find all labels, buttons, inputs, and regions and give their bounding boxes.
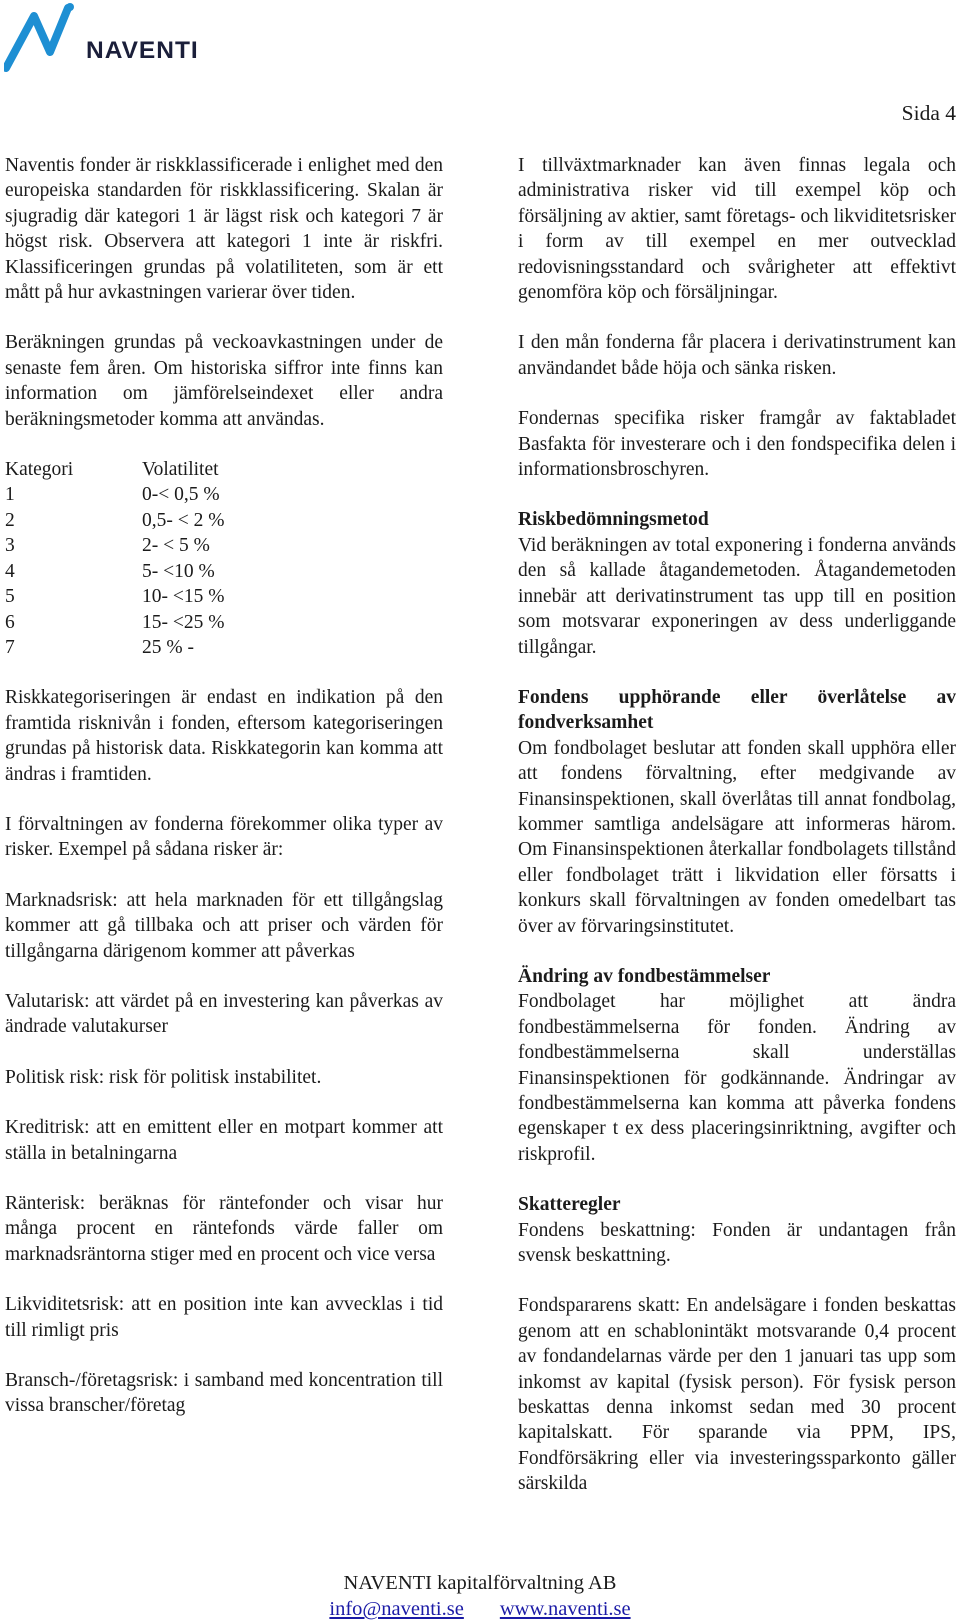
table-cell-category: 6 [5, 611, 15, 633]
rules-heading: Ändring av fondbestämmelser [518, 965, 771, 987]
page-number: Sida 4 [901, 101, 956, 125]
specific-risks-paragraph: Fondernas specifika risker framgår av faktabladet Basfakta för investerare och i den fondspecifika delen i informationsbroschyren. [518, 408, 956, 481]
table-cell-volatility: 15- <25 % [142, 611, 225, 633]
table-cell-category: 5 [5, 586, 15, 608]
termination-paragraph: Om fondbolaget beslutar att fonden skall upphöra eller att fondens förvaltning, efter medgivande av Finansinspektionen, skall överlåtas till annat fondbolag, kommer samtliga andelsägare att informeras härom. Om Finansinspektionen återkallar fondbolagets tillstånd eller fondbolaget trätt i likvidation eller försatts i konkurs skall förvaltningen av fonden omedelbart tas över av förvaringsinstitutet. [518, 737, 956, 937]
table-cell-category: 7 [5, 636, 15, 658]
website-link[interactable]: www.naventi.se [499, 1598, 631, 1620]
table-cell-volatility: 25 % - [142, 636, 194, 658]
method-heading: Riskbedömningsmetod [518, 509, 709, 531]
naventi-logo [4, 2, 219, 74]
calculation-paragraph: Beräkningen grundas på veckoavkastningen under de senaste fem åren. Om historiska siffror inte finns kan information om jämförelseindexet eller andra beräkningsmetoder komma att användas. [5, 332, 443, 430]
table-row [5, 533, 225, 558]
table-header-row [5, 457, 225, 482]
table-header-volatility: Volatilitet [142, 459, 219, 481]
emerging-markets-paragraph: I tillväxtmarknader kan även finnas legala och administrativa risker vid till exempel köp och försäljning av aktier, samt företags- och likviditetsrisker i form av till exempel en mer outvecklad redovisningsstandard och svårigheter att effektivt genomföra köp och försäljningar. [518, 155, 956, 304]
table-row [5, 610, 225, 635]
table-cell-category: 4 [5, 560, 15, 582]
tax-heading: Skatteregler [518, 1194, 621, 1216]
method-paragraph: Vid beräkningen av total exponering i fonderna används den så kallade åtagandemetoden. Åtagandemetoden innebär att derivatinstrument tas upp till en position som motsvarar exponeringen av dess underliggande tillgångar. [518, 534, 956, 658]
derivatives-paragraph: I den mån fonderna får placera i derivatinstrument kan användandet både höja och sänka risken. [518, 332, 956, 379]
volatility-table [5, 457, 225, 660]
table-row [5, 635, 225, 660]
risk-types-paragraph: I förvaltningen av fonderna förekommer olika typer av risker. Exempel på sådana risker är: [5, 813, 443, 861]
table-cell-volatility: 10- <15 % [142, 586, 225, 608]
table-row [5, 482, 225, 507]
table-row [5, 559, 225, 584]
table-row [5, 508, 225, 533]
naventi-logo-icon [4, 2, 84, 74]
table-row [5, 584, 225, 609]
table-cell-volatility: 0-< 0,5 % [142, 484, 220, 506]
right-column [518, 153, 956, 1522]
footer-links [0, 1596, 960, 1622]
left-column [5, 153, 443, 1444]
table-cell-category: 2 [5, 509, 15, 531]
table-cell-category: 3 [5, 535, 15, 557]
termination-heading: Fondens upphörande eller överlåtelse av fondverksamhet [518, 686, 956, 734]
credit-risk-paragraph: Kreditrisk: att en emittent eller en motpart kommer att ställa in betalningarna [5, 1117, 443, 1164]
table-header-category: Kategori [5, 459, 74, 481]
liquidity-risk-paragraph: Likviditetsrisk: att en position inte kan avvecklas i tid till rimligt pris [5, 1294, 443, 1341]
saver-tax-paragraph: Fondspararens skatt: En andelsägare i fonden beskattas genom att en schablonintäkt motsvarande 0,4 procent av fondandelarnas värde per den 1 januari tas upp som inkomst av kapital (fysisk person). För fysisk person beskattas denna inkomst sedan med 30 procent kapitalskatt. För sparande via PPM, IPS, Fondförsäkring eller via investeringssparkonto gäller särskilda [518, 1295, 956, 1495]
table-cell-category: 1 [5, 484, 15, 506]
sector-risk-paragraph: Bransch-/företagsrisk: i samband med koncentration till vissa branscher/företag [5, 1370, 443, 1417]
political-risk-paragraph: Politisk risk: risk för politisk instabilitet. [5, 1066, 322, 1088]
interest-risk-paragraph: Ränterisk: beräknas för räntefonder och visar hur många procent en räntefonds värde faller om marknadsräntorna stiger med en procent och vice versa [5, 1193, 443, 1265]
table-cell-volatility: 0,5- < 2 % [142, 509, 225, 531]
intro-paragraph: Naventis fonder är riskklassificerade i enlighet med den europeiska standarden för riskklassificering. Skalan är sjugradig där kategori 1 är lägst risk och kategori 7 är högst risk. Observera att kategori 1 inte är riskfri. Klassificeringen grundas på volatiliteten, som är ett mått på hur avkastningen varierar över tiden. [5, 155, 443, 304]
table-cell-volatility: 5- <10 % [142, 560, 215, 582]
tax-paragraph: Fondens beskattning: Fonden är undantagen från svensk beskattning. [518, 1219, 956, 1267]
indication-paragraph: Riskkategoriseringen är endast en indikation på den framtida risknivån i fonden, eftersom kategoriseringen grundas på historisk data. Riskkategorin kan komma att ändras i framtiden. [5, 687, 443, 785]
footer-company: NAVENTI kapitalförvaltning AB [343, 1572, 617, 1594]
currency-risk-paragraph: Valutarisk: att värdet på en investering kan påverkas av ändrade valutakurser [5, 990, 443, 1038]
email-link[interactable]: info@naventi.se [329, 1598, 464, 1620]
table-cell-volatility: 2- < 5 % [142, 535, 210, 557]
logo-wordmark: NAVENTI [86, 37, 199, 64]
market-risk-paragraph: Marknadsrisk: att hela marknaden för ett tillgångslag kommer att gå tillbaka och att priser och värden för tillgångarna därigenom kommer att påverkas [5, 889, 443, 962]
rules-paragraph: Fondbolaget har möjlighet att ändra fondbestämmelserna för fonden. Ändring av fondbestämmelserna skall underställas Finansinspektionen för godkännande. Ändringar av fondbestämmelserna kan komma att påverka fondens egenskaper t ex dess placeringsinriktning, avgifter och riskprofil. [518, 991, 956, 1165]
